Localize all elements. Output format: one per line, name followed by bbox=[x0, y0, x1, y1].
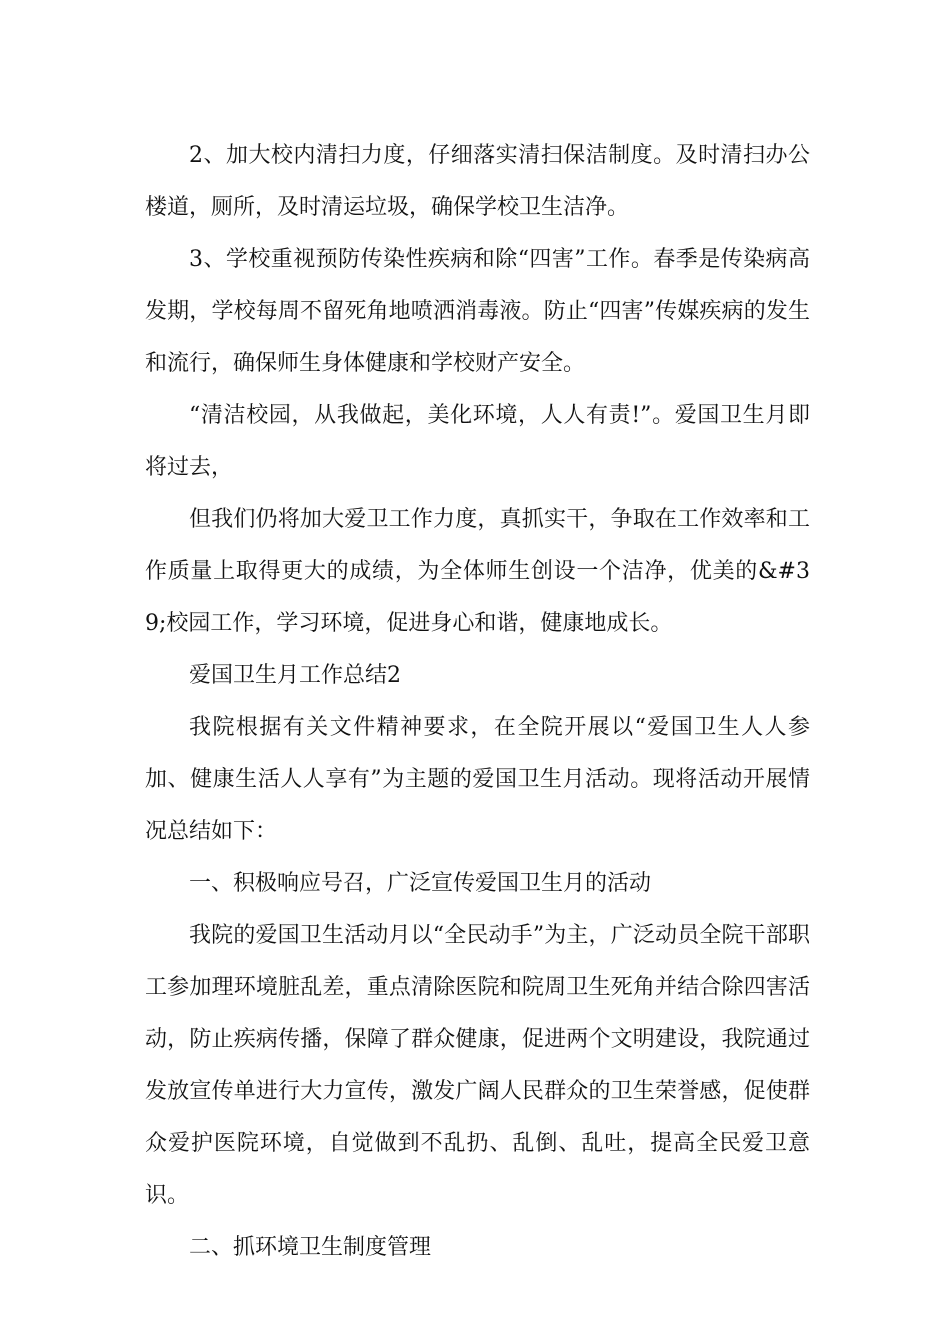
document-body bbox=[145, 130, 810, 1274]
paragraph-publicity-details: 我院的爱国卫生活动月以“全民动手”为主，广泛动员全院干部职工参加理环境脏乱差，重点清除医院和院周卫生死角并结合除四害活动，防止疾病传播，保障了群众健康，促进两个文明建设，我院通过发放宣传单进行大力宣传，激发广阔人民群众的卫生荣誉感，促使群众爱护医院环境，自觉做到不乱扔、乱倒、乱吐，提高全民爱卫意识。 bbox=[145, 923, 810, 1208]
paragraph-cleaning: 2、加大校内清扫力度，仔细落实清扫保洁制度。及时清扫办公楼道，厕所，及时清运垃圾，确保学校卫生洁净。 bbox=[145, 143, 810, 220]
paragraph-disease-prevention: 3、学校重视预防传染性疾病和除“四害”工作。春季是传染病高发期，学校每周不留死角地喷洒消毒液。防止“四害”传媒疾病的发生和流行，确保师生身体健康和学校财产安全。 bbox=[145, 247, 810, 376]
paragraph-slogan: “清洁校园，从我做起，美化环境，人人有责!”。爱国卫生月即将过去， bbox=[145, 403, 810, 480]
heading-publicity: 一、积极响应号召，广泛宣传爱国卫生月的活动 bbox=[189, 871, 652, 896]
paragraph-hospital-intro: 我院根据有关文件精神要求，在全院开展以“爱国卫生人人参加、健康生活人人享有”为主题的爱国卫生月活动。现将活动开展情况总结如下： bbox=[145, 715, 810, 844]
paragraph-continue-effort: 但我们仍将加大爱卫工作力度，真抓实干，争取在工作效率和工作质量上取得更大的成绩，为全体师生创设一个洁净，优美的&#39;校园工作，学习环境，促进身心和谐，健康地成长。 bbox=[145, 507, 810, 636]
section-title-summary-2: 爱国卫生月工作总结2 bbox=[189, 663, 401, 688]
heading-environment-management: 二、抓环境卫生制度管理 bbox=[189, 1235, 432, 1260]
